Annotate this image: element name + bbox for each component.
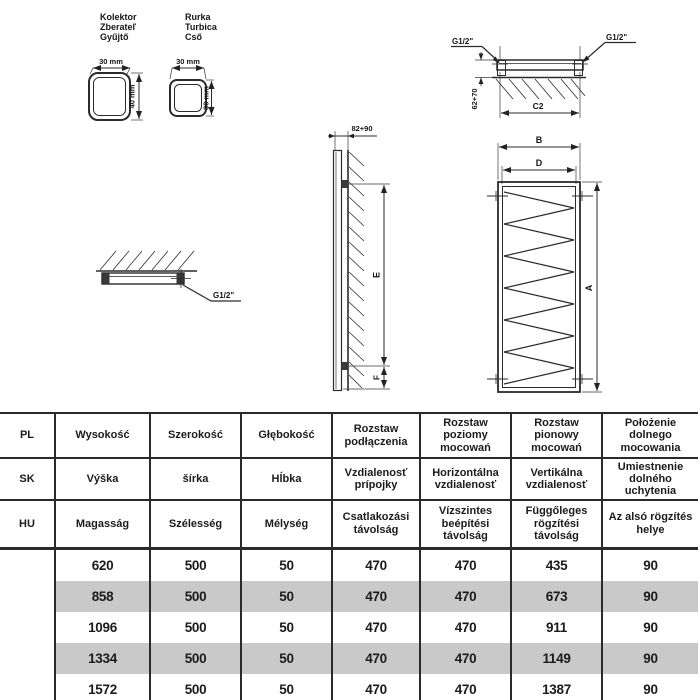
value-cell: 50 — [241, 548, 332, 581]
value-cell: 50 — [241, 674, 332, 700]
header-row-hu — [0, 500, 698, 548]
value-cell: 1149 — [511, 643, 602, 674]
header-row-sk — [0, 458, 698, 500]
header-cell: Vízszintes beépítési távolság — [420, 500, 511, 548]
pipe-cross-section-drawing — [170, 57, 214, 116]
top-wall-hatch-pattern — [496, 79, 585, 99]
value-cell: 470 — [420, 581, 511, 612]
value-cell: 1387 — [511, 674, 602, 700]
value-cell: 470 — [420, 612, 511, 643]
value-cell: 1096 — [55, 612, 150, 643]
left-bracket — [103, 274, 110, 284]
left-connection-label: G1/2" — [452, 37, 474, 46]
header-cell: Głębokość — [241, 413, 332, 458]
value-cell: 90 — [602, 581, 698, 612]
collector-label-line3: Gyűjtő — [100, 32, 129, 42]
header-cell: Magasság — [55, 500, 150, 548]
right-connection-label: G1/2" — [606, 33, 628, 42]
right-flange — [575, 61, 583, 76]
value-cell: 435 — [511, 548, 602, 581]
header-cell: Wysokość — [55, 413, 150, 458]
value-cell: 470 — [332, 581, 420, 612]
value-cell: 50 — [241, 581, 332, 612]
front-view-height-label: A — [584, 284, 594, 292]
value-cell: 911 — [511, 612, 602, 643]
pipe-legend — [185, 12, 218, 42]
top-view-connection-label: G1/2" — [213, 291, 235, 300]
value-cell: 470 — [420, 643, 511, 674]
header-cell: Rozstaw poziomy mocowań — [420, 413, 511, 458]
header-cell: Hĺbka — [241, 458, 332, 500]
table-row — [0, 548, 698, 581]
table-row — [0, 643, 698, 674]
value-cell: 500 — [150, 643, 241, 674]
pipe-height-dim-label: 30 mm — [201, 86, 211, 110]
header-cell: Rozstaw podłączenia — [332, 413, 420, 458]
pipe-label-line2: Turbica — [185, 22, 217, 32]
top-view-width-dim-label: C2 — [532, 101, 544, 111]
table-row — [0, 674, 698, 700]
header-cell: Położenie dolnego mocowania — [602, 413, 698, 458]
empty-cell — [0, 643, 55, 674]
value-cell: 500 — [150, 612, 241, 643]
pipe-width-dim-label: 30 mm — [176, 57, 200, 66]
value-cell: 50 — [241, 643, 332, 674]
value-cell: 90 — [602, 548, 698, 581]
value-cell: 1334 — [55, 643, 150, 674]
value-cell: 50 — [241, 612, 332, 643]
language-code-hu: HU — [0, 500, 55, 548]
header-cell: Mélység — [241, 500, 332, 548]
value-cell: 470 — [332, 643, 420, 674]
header-cell: Csatlakozási távolság — [332, 500, 420, 548]
collector-height-dim-label: 40 mm — [127, 84, 137, 109]
side-view-bottom-dim-label: F — [372, 375, 382, 380]
header-cell: Vertikálna vzdialenosť — [511, 458, 602, 500]
value-cell: 90 — [602, 674, 698, 700]
value-cell: 470 — [332, 674, 420, 700]
value-cell: 673 — [511, 581, 602, 612]
header-cell: Az alsó rögzítés helye — [602, 500, 698, 548]
value-cell: 500 — [150, 581, 241, 612]
language-code-sk: SK — [0, 458, 55, 500]
header-cell: Umiestnenie dolného uchytenia — [602, 458, 698, 500]
language-code-pl: PL — [0, 413, 55, 458]
table-row — [0, 612, 698, 643]
header-cell: Rozstaw pionowy mocowań — [511, 413, 602, 458]
collector-label-line1: Kolektor — [100, 12, 137, 22]
value-cell: 1572 — [55, 674, 150, 700]
header-row-pl — [0, 413, 698, 458]
radiator-side-profile — [334, 151, 342, 391]
value-cell: 470 — [420, 548, 511, 581]
collector-label-line2: Zberateľ — [100, 22, 136, 32]
empty-cell — [0, 581, 55, 612]
spec-table — [0, 412, 698, 700]
header-cell: Výška — [55, 458, 150, 500]
header-cell: Szélesség — [150, 500, 241, 548]
collector-legend — [100, 12, 137, 42]
pipe-label-line3: Cső — [185, 32, 203, 42]
header-cell: šírka — [150, 458, 241, 500]
collector-width-dim-label: 30 mm — [99, 57, 123, 66]
value-cell: 90 — [602, 643, 698, 674]
empty-cell — [0, 548, 55, 581]
radiator-top-profile — [497, 60, 583, 70]
value-cell: 620 — [55, 548, 150, 581]
front-view-outer-width-label: B — [535, 135, 543, 145]
pipe-label-line1: Rurka — [185, 12, 211, 22]
header-cell: Horizontálna vzdialenosť — [420, 458, 511, 500]
value-cell: 500 — [150, 674, 241, 700]
header-cell: Függőleges rögzítési távolság — [511, 500, 602, 548]
table-row — [0, 581, 698, 612]
empty-cell — [0, 612, 55, 643]
serpentine-tubes — [504, 192, 574, 384]
value-cell: 470 — [332, 612, 420, 643]
front-view-inner-width-label: D — [535, 158, 543, 168]
front-view-drawing — [487, 135, 602, 392]
value-cell: 500 — [150, 548, 241, 581]
value-cell: 470 — [420, 674, 511, 700]
collector-cross-section-drawing — [89, 57, 143, 120]
value-cell: 470 — [332, 548, 420, 581]
value-cell: 858 — [55, 581, 150, 612]
empty-cell — [0, 674, 55, 700]
wall-hatch-pattern — [100, 251, 194, 270]
top-connection-drawing — [451, 33, 636, 118]
wall-top-view-drawing — [96, 251, 241, 301]
top-view-depth-dim-label: 62+70 — [470, 88, 479, 110]
side-view-depth-dim-label: 82+90 — [351, 124, 373, 133]
header-cell: Vzdialenosť prípojky — [332, 458, 420, 500]
value-cell: 90 — [602, 612, 698, 643]
side-view-drawing — [328, 124, 390, 391]
side-view-height-dim-label: E — [371, 271, 382, 279]
header-cell: Szerokość — [150, 413, 241, 458]
side-wall-hatch-pattern — [349, 152, 364, 388]
